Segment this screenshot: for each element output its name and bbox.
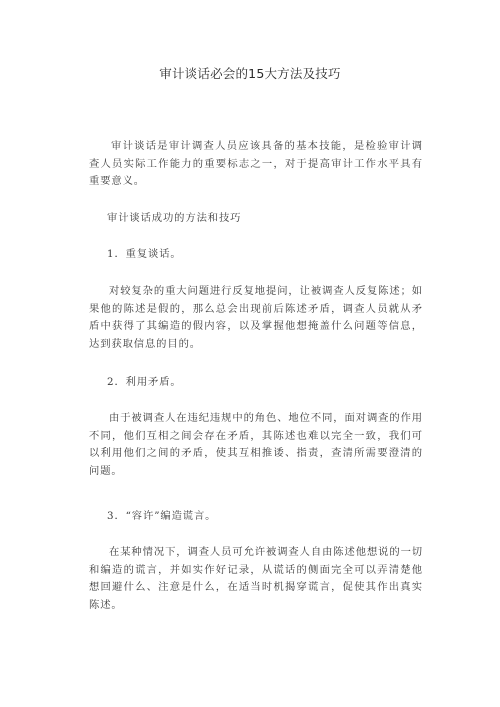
- item-2-heading: 2．利用矛盾。: [107, 376, 182, 388]
- item-1-heading: 1．重复谈话。: [107, 248, 182, 260]
- document-title: 审计谈话必会的15大方法及技巧: [159, 66, 341, 81]
- intro-paragraph: 审计谈话是审计调查人员应该具备的基本技能，是检验审计调查人员实际工作能力的重要标志之一，对于提高审计工作水平具有重要意义。: [89, 140, 423, 187]
- item-2-paragraph: 由于被调查人在违纪违规中的角色、地位不同，面对调查的作用不同，他们互相之间会存在矛盾，其陈述也难以完全一致，我们可以利用他们之间的矛盾，使其互相推诿、指责，查清所需要澄清的问题。: [89, 412, 423, 477]
- item-3-heading: 3．“容许”编造谎言。: [107, 510, 217, 522]
- item-3-paragraph: 在某种情况下，调查人员可允许被调查人自由陈述他想说的一切和编造的谎言，并如实作好记录，从谎话的侧面完全可以弄清楚他想回避什么、注意是什么，在适当时机揭穿谎言，促使其作出真实陈述。: [89, 546, 423, 611]
- section-heading: 审计谈话成功的方法和技巧: [107, 212, 242, 224]
- item-1-paragraph: 对较复杂的重大问题进行反复地提问，让被调查人反复陈述；如果他的陈述是假的，那么总会出现前后陈述矛盾，调查人员就从矛盾中获得了其编造的假内容，以及掌握他想掩盖什么问题等信息，达到获取信息的目的。: [89, 285, 423, 350]
